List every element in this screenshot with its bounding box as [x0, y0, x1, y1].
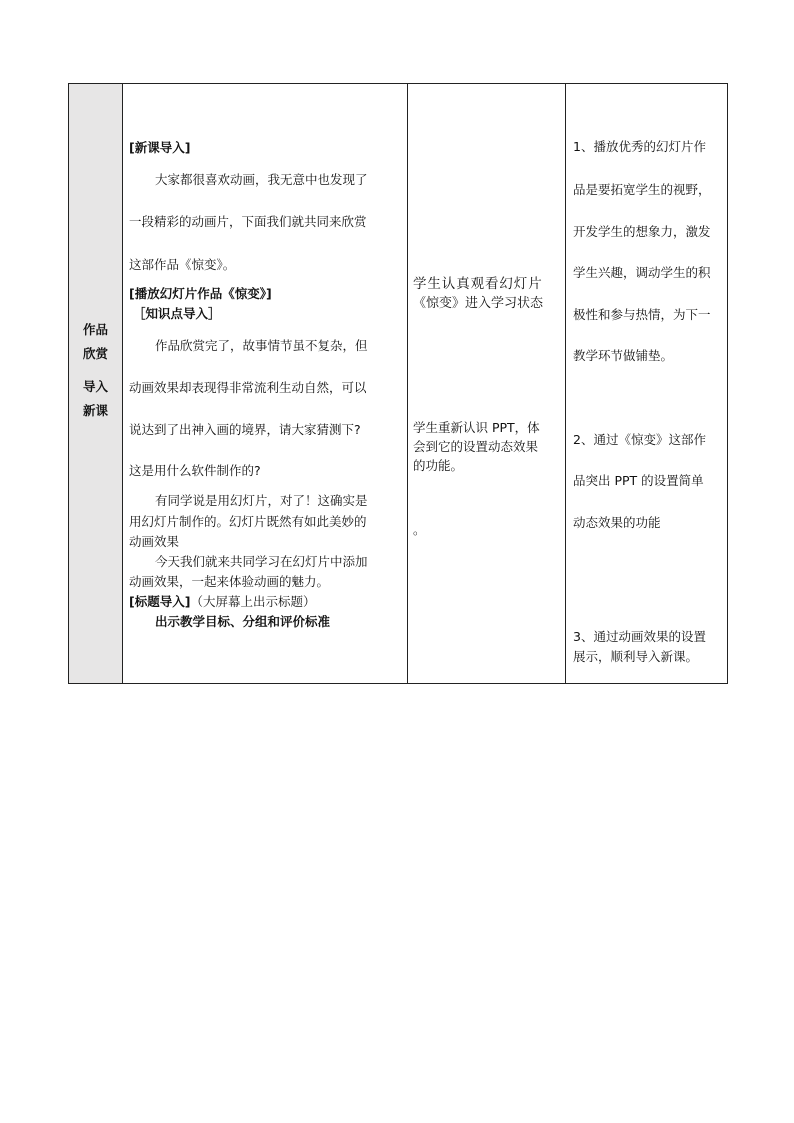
- paragraph-line: 教学环节做铺垫。: [573, 348, 674, 363]
- heading-note: （大屏幕上出示标题）: [190, 594, 316, 609]
- section-heading: [新课导入]: [129, 140, 191, 155]
- paragraph-line: 开发学生的想象力，激发: [573, 224, 711, 239]
- paragraph-line: 极性和参与热情，为下一: [573, 307, 711, 322]
- paragraph-line: 这是用什么软件制作的?: [129, 463, 261, 478]
- paragraph-line: 3、通过动画效果的设置: [573, 629, 706, 644]
- section-heading: [播放幻灯片作品《惊变》]: [129, 286, 272, 301]
- paragraph-line: 作品欣赏完了，故事情节虽不复杂，但: [155, 338, 368, 353]
- teacher-activity-cell: [123, 84, 407, 683]
- paragraph-line: 学生认真观看幻灯片: [413, 276, 543, 292]
- paragraph-line: 学生重新认识 PPT，体: [413, 420, 540, 435]
- paragraph-line: 这部作品《惊变》。: [129, 257, 236, 272]
- section-heading: [标题导入]: [129, 594, 191, 609]
- paragraph-line: 大家都很喜欢动画，我无意中也发现了: [155, 172, 368, 187]
- paragraph-line: 今天我们就来共同学习在幻灯片中添加: [155, 554, 368, 569]
- stage-label-line: 新课: [82, 403, 108, 418]
- paragraph-line: 有同学说是用幻灯片，对了！这确实是: [155, 493, 368, 508]
- stage-label-line: 作品: [82, 322, 108, 337]
- paragraph-line: 2、通过《惊变》这部作: [573, 432, 706, 447]
- paragraph-line: 。: [413, 522, 426, 537]
- stage-label-line: 欣赏: [82, 346, 108, 361]
- paragraph-line: 动画效果: [129, 534, 180, 549]
- paragraph-line: 动态效果的功能: [573, 515, 661, 530]
- paragraph-line: 会到它的设置动态效果: [413, 439, 539, 454]
- paragraph-line: 一段精彩的动画片，下面我们就共同来欣赏: [129, 214, 367, 229]
- section-heading: ［知识点导入］: [133, 306, 221, 321]
- stage-label-line: 导入: [82, 379, 108, 394]
- paragraph-line: 的功能。: [413, 458, 464, 473]
- paragraph-line: 动画效果却表现得非常流利生动自然，可以: [129, 380, 367, 395]
- paragraph-line: 出示教学目标、分组和评价标准: [155, 614, 331, 629]
- paragraph-line: 学生兴趣，调动学生的积: [573, 265, 711, 280]
- paragraph-line: 《惊变》进入学习状态: [413, 296, 544, 311]
- paragraph-line: 说达到了出神入画的境界，请大家猜测下?: [129, 422, 361, 437]
- paragraph-line: 展示，顺利导入新课。: [573, 649, 699, 664]
- stage-label-cell: [69, 84, 122, 683]
- student-activity-cell: [408, 84, 565, 683]
- paragraph-line: 用幻灯片制作的。幻灯片既然有如此美妙的: [129, 514, 367, 529]
- design-intent-cell: [566, 84, 728, 683]
- paragraph-line: 1、播放优秀的幻灯片作: [573, 139, 706, 154]
- paragraph-line: 动画效果，一起来体验动画的魅力。: [129, 574, 330, 589]
- paragraph-line: 品是要拓宽学生的视野，: [573, 182, 711, 197]
- section-heading-with-note: [129, 594, 315, 610]
- paragraph-line: 品突出 PPT 的设置简单: [573, 473, 704, 488]
- lesson-table: [68, 83, 728, 684]
